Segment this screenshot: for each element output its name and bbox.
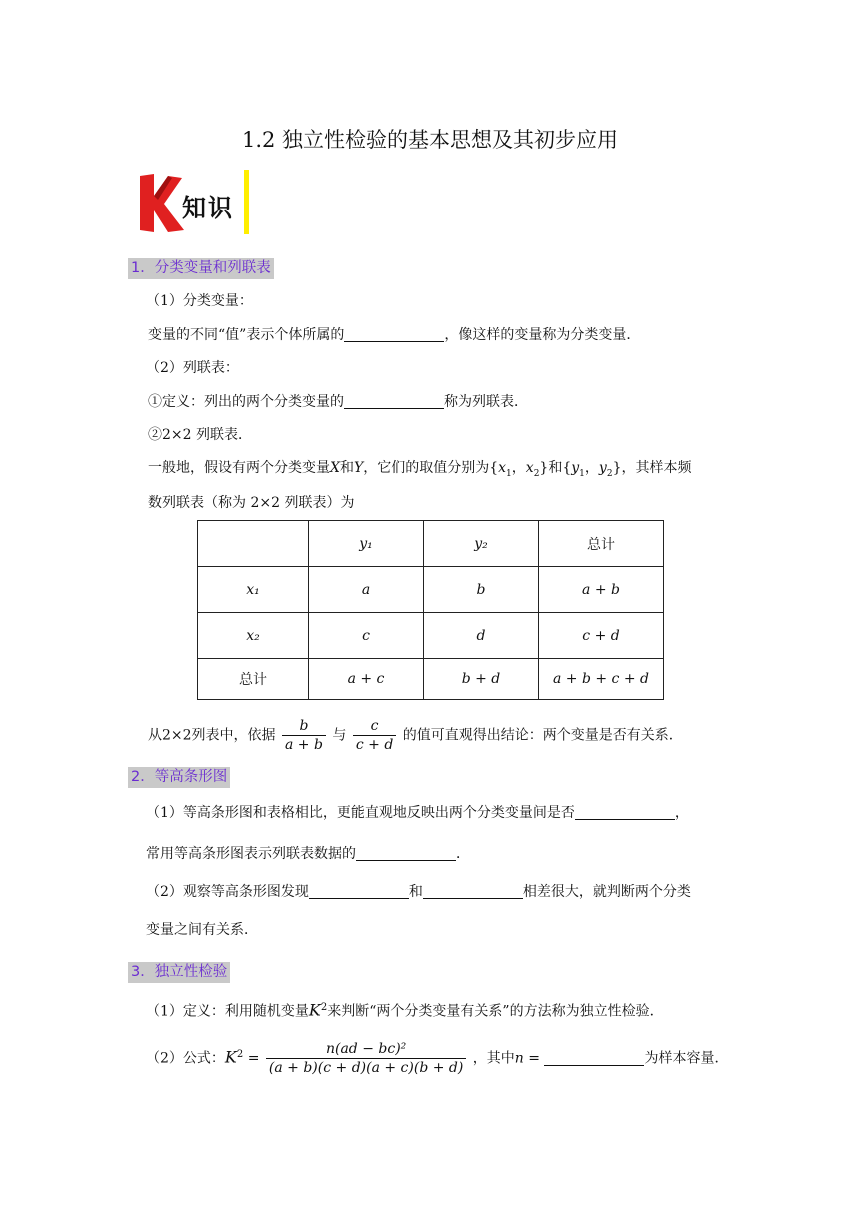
table-cell: b [424, 567, 539, 613]
blank-2 [344, 393, 444, 409]
section-2-heading: 2．等高条形图 [128, 767, 230, 788]
blank-6 [423, 883, 523, 899]
section-1-heading: 1．分类变量和列联表 [128, 258, 274, 279]
table-row [198, 613, 664, 659]
fraction-b-over-a-plus-b: $\frac{b}{a + b}$ [282, 717, 326, 754]
blank-7 [544, 1050, 644, 1066]
blank-5 [309, 883, 409, 899]
table-row [198, 567, 664, 613]
table-cell: 总计 [198, 659, 309, 700]
s2-p1: （1）等高条形图和表格相比，更能直观地反映出两个分类变量间是否 ， [146, 805, 689, 821]
s1-p7: 数列联表（称为 2×2 列联表）为 [148, 495, 355, 511]
table-cell: c [309, 613, 424, 659]
s1-p3: （2）列联表： [146, 360, 239, 376]
table-cell: c + d [539, 613, 664, 659]
contingency-table [197, 520, 664, 700]
s1-p4: ①定义：列出的两个分类变量的 称为列联表． [148, 394, 528, 410]
blank-3 [575, 804, 675, 820]
logo-text: 知识 [182, 194, 234, 222]
s1-p5: ②2×2 列联表． [148, 427, 252, 443]
blank-4 [356, 845, 456, 861]
table-cell: x₁ [198, 567, 309, 613]
table-cell: x₂ [198, 613, 309, 659]
s1-p2: 变量的不同“值”表示个体所属的 ，像这样的变量称为分类变量． [148, 327, 641, 343]
table-cell: d [424, 613, 539, 659]
table-cell: b + d [424, 659, 539, 700]
s1-p1: （1）分类变量： [146, 293, 253, 309]
table-cell: a [309, 567, 424, 613]
s3-p2: （2）公式：$K^2$ = $\frac{\text{n(ad − bc)²}}{(a + b)(c + d)(a + c)(b + d)}$ ，其中n = 为样本容量． [146, 1041, 729, 1076]
s2-p3: （2）观察等高条形图发现 和 相差很大，就判断两个分类 [146, 884, 691, 900]
s3-p1: （1）定义：利用随机变量$K^2$来判断“两个分类变量有关系”的方法称为独立性检验． [146, 1000, 664, 1020]
chi-square-formula-fraction: $\frac{\text{n(ad − bc)²}}{(a + b)(c + d)(a + c)(b + d)}$ [266, 1040, 466, 1077]
table-cell: y₁ [309, 521, 424, 567]
table-cell [198, 521, 309, 567]
fraction-c-over-c-plus-d: $\frac{c}{c + d}$ [353, 717, 396, 754]
blank-1 [344, 326, 444, 342]
table-cell: a + b + c + d [539, 659, 664, 700]
s2-p2: 常用等高条形图表示列联表数据的 ． [146, 846, 470, 862]
table-row [198, 521, 664, 567]
table-row [198, 659, 664, 700]
table-cell: a + b [539, 567, 664, 613]
knowledge-logo [132, 170, 252, 236]
table-cell: y₂ [424, 521, 539, 567]
s1-p6: 一般地，假设有两个分类变量X和Y，它们的取值分别为{$x_1$，$x_2$}和{$y_1$，$y_2$}，其样本频 [148, 460, 692, 479]
table-cell: 总计 [539, 521, 664, 567]
table-cell: a + c [309, 659, 424, 700]
s2-p4: 变量之间有关系． [146, 922, 258, 938]
page-title: 1.2 独立性检验的基本思想及其初步应用 [241, 128, 619, 152]
s1-p8: 从2×2列表中，依据 $\frac{b}{a + b}$ 与 $\frac{c}{c + d}$ 的值可直观得出结论：两个变量是否有关系． [148, 718, 683, 753]
section-3-heading: 3．独立性检验 [128, 962, 230, 983]
